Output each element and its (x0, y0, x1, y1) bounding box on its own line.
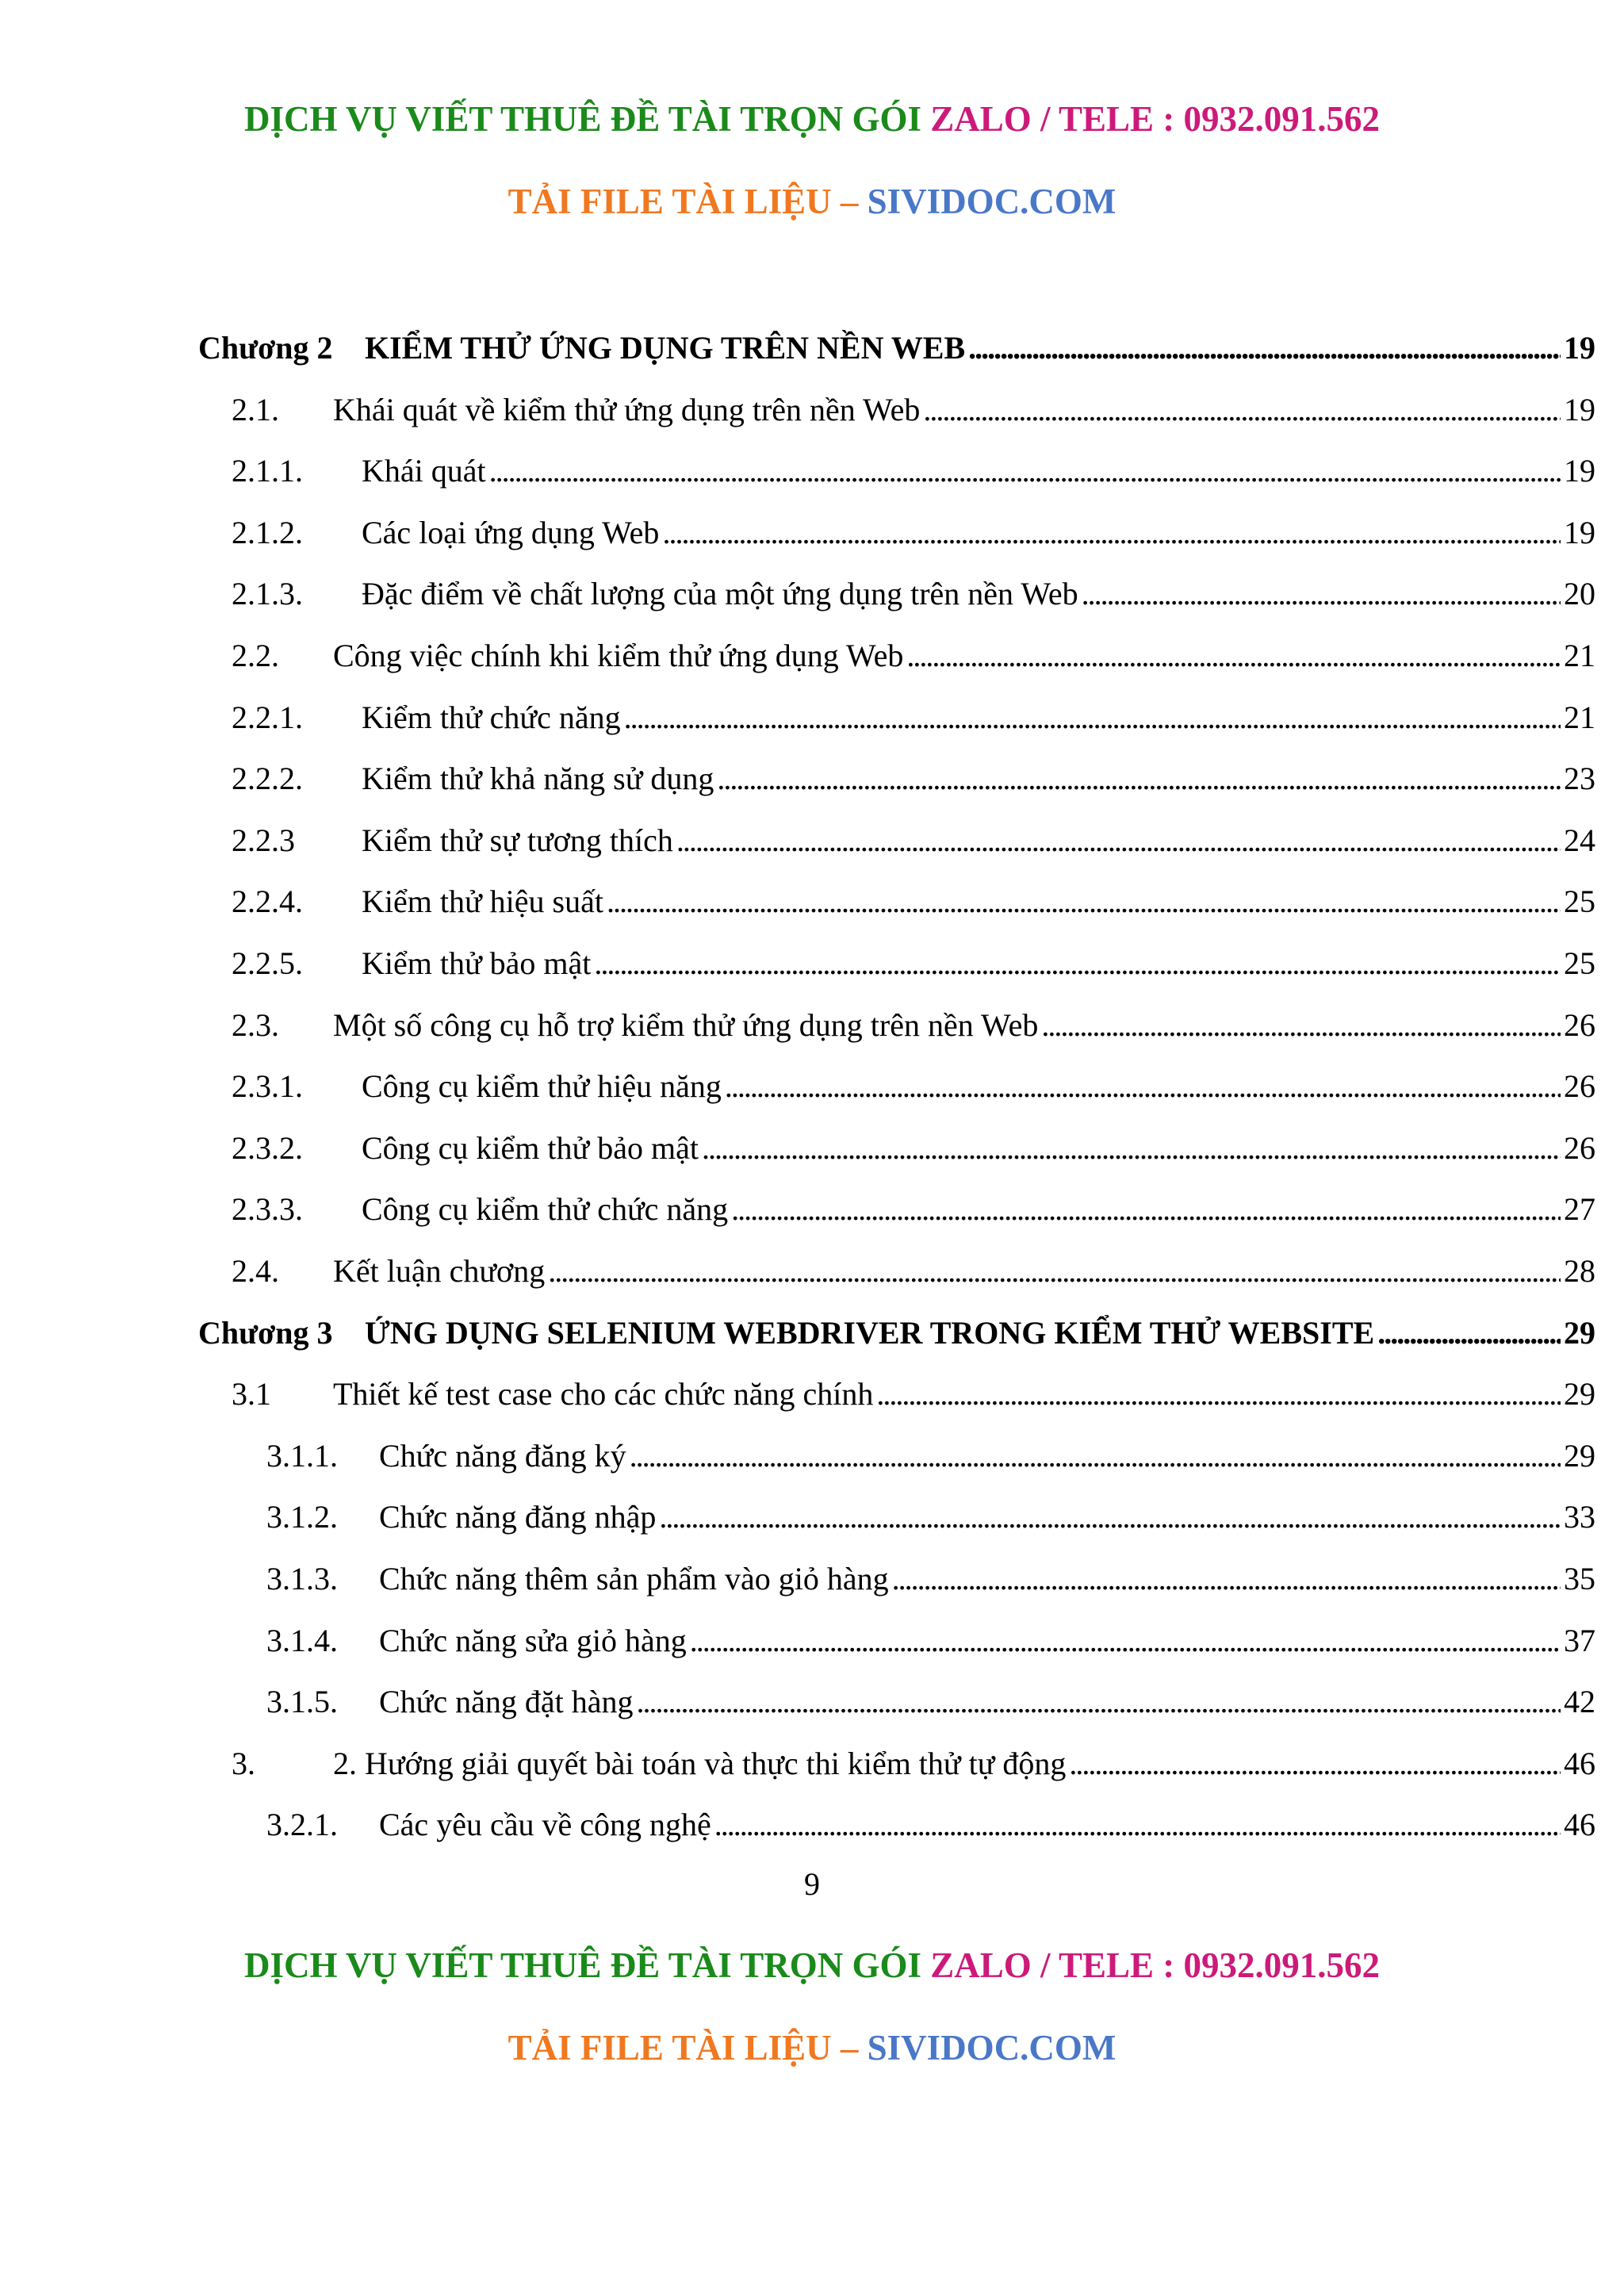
toc-entry-title: Các loại ứng dụng Web (362, 515, 660, 550)
toc-chapter-entry[interactable] (198, 1312, 1595, 1355)
toc-entry-title: Các yêu cầu về công nghệ (379, 1807, 711, 1842)
toc-entry-number: 2.3.2. (232, 1130, 303, 1166)
toc-entry[interactable] (232, 573, 1595, 615)
footer-service-text: DỊCH VỤ VIẾT THUÊ ĐỀ TÀI TRỌN GÓI (243, 1945, 931, 1985)
header-line-service (0, 98, 1624, 140)
toc-dot-leader (892, 1558, 1561, 1600)
header-download-text: TẢI FILE TÀI LIỆU – (508, 182, 868, 221)
toc-entry-page: 33 (1564, 1499, 1595, 1535)
toc-entry-title: Kết luận chương (333, 1253, 546, 1289)
toc-entry-page: 46 (1564, 1807, 1595, 1842)
toc-entry-title: Chức năng thêm sản phẩm vào giỏ hàng (379, 1561, 889, 1596)
toc-entry-page: 24 (1564, 822, 1595, 858)
toc-entry-number: 2.4. (232, 1253, 279, 1289)
footer-line-service (0, 1945, 1624, 1986)
toc-dot-leader (662, 512, 1561, 554)
toc-dot-leader (630, 1435, 1561, 1478)
toc-dot-leader (659, 1496, 1561, 1539)
toc-entry-title: Kiểm thử sự tương thích (362, 822, 673, 858)
toc-entry-title: Kiểm thử bảo mật (362, 945, 592, 981)
toc-entry-title: Công việc chính khi kiểm thử ứng dụng Web (333, 638, 904, 673)
toc-entry[interactable] (266, 1496, 1595, 1539)
toc-dot-leader (906, 634, 1561, 677)
header-site-link[interactable]: SIVIDOC.COM (867, 182, 1116, 221)
toc-entry-number: 2.3. (232, 1007, 279, 1043)
footer-site-link[interactable]: SIVIDOC.COM (867, 2028, 1116, 2068)
toc-entry-title: ỨNG DỤNG SELENIUM WEBDRIVER TRONG KIỂM THỬ WEBSITE (365, 1315, 1375, 1351)
toc-entry-title: Đặc điểm về chất lượng của một ứng dụng trên nền Web (362, 576, 1078, 611)
header-line-download (0, 181, 1624, 222)
toc-entry-title: Một số công cụ hỗ trợ kiểm thử ứng dụng trên nền Web (333, 1007, 1039, 1043)
toc-entry[interactable] (266, 1803, 1595, 1846)
toc-dot-leader (690, 1619, 1561, 1662)
toc-dot-leader (702, 1127, 1561, 1170)
toc-dot-leader (1082, 573, 1561, 615)
toc-entry-title: KIỂM THỬ ỨNG DỤNG TRÊN NỀN WEB (365, 330, 966, 366)
toc-entry-number: 2.2.3 (232, 822, 295, 858)
toc-dot-leader (1069, 1742, 1561, 1785)
toc-entry-number: 2.1.3. (232, 576, 303, 611)
toc-entry-page: 37 (1564, 1623, 1595, 1658)
toc-entry-title: 2. Hướng giải quyết bài toán và thực thi kiểm thử tự động (333, 1746, 1067, 1781)
toc-entry-title: Chức năng đăng ký (379, 1438, 626, 1474)
toc-entry-number: 2.1.1. (232, 453, 303, 489)
toc-entry-number: 2.3.1. (232, 1068, 303, 1104)
toc-dot-leader (607, 880, 1561, 923)
toc-entry[interactable] (232, 757, 1595, 800)
toc-entry[interactable] (232, 512, 1595, 554)
footer-line-download (0, 2027, 1624, 2068)
toc-dot-leader (714, 1803, 1561, 1846)
toc-dot-leader (1041, 1004, 1561, 1047)
toc-entry-title: Khái quát (362, 453, 486, 489)
toc-entry-number: 2.2.1. (232, 700, 303, 735)
toc-entry-number: 3. (232, 1746, 255, 1781)
toc-entry-page: 29 (1564, 1315, 1595, 1351)
toc-entry-page: 25 (1564, 884, 1595, 919)
toc-entry-page: 42 (1564, 1684, 1595, 1719)
toc-dot-leader (717, 757, 1561, 800)
toc-entry-number: Chương 3 (198, 1315, 333, 1351)
toc-entry-page: 19 (1564, 330, 1595, 366)
header-contact-text: ZALO / TELE : 0932.091.562 (930, 99, 1381, 139)
toc-entry[interactable] (232, 819, 1595, 862)
toc-entry[interactable] (232, 1373, 1595, 1416)
toc-entry-title: Công cụ kiểm thử bảo mật (362, 1130, 699, 1166)
toc-entry-title: Khái quát về kiểm thử ứng dụng trên nền Web (333, 392, 921, 427)
toc-entry-number: 2.2. (232, 638, 279, 673)
toc-entry[interactable] (232, 880, 1595, 923)
toc-entry-title: Kiểm thử hiệu suất (362, 884, 603, 919)
toc-entry-number: 2.1. (232, 392, 279, 427)
toc-entry-page: 46 (1564, 1746, 1595, 1781)
toc-dot-leader (637, 1681, 1561, 1723)
toc-entry[interactable] (232, 1250, 1595, 1293)
toc-dot-leader (594, 942, 1561, 985)
page-number: 9 (804, 1866, 820, 1902)
toc-dot-leader (624, 696, 1561, 739)
toc-entry[interactable] (232, 1742, 1595, 1785)
toc-entry-number: 3.1 (232, 1376, 271, 1412)
toc-entry-page: 26 (1564, 1068, 1595, 1104)
toc-entry-title: Kiểm thử chức năng (362, 700, 621, 735)
footer-download-text: TẢI FILE TÀI LIỆU – (508, 2028, 868, 2068)
toc-entry[interactable] (232, 389, 1595, 431)
toc-entry-page: 28 (1564, 1253, 1595, 1289)
toc-entry-page: 19 (1564, 392, 1595, 427)
header-service-text: DỊCH VỤ VIẾT THUÊ ĐỀ TÀI TRỌN GÓI (243, 99, 931, 139)
toc-entry[interactable] (266, 1435, 1595, 1478)
toc-entry-number: 2.3.3. (232, 1191, 303, 1227)
toc-entry-page: 29 (1564, 1376, 1595, 1412)
toc-entry-title: Công cụ kiểm thử chức năng (362, 1191, 729, 1227)
toc-entry-number: 2.2.5. (232, 945, 303, 981)
toc-entry[interactable] (232, 1127, 1595, 1170)
toc-entry-number: Chương 2 (198, 330, 333, 366)
toc-entry-page: 20 (1564, 576, 1595, 611)
toc-entry-page: 23 (1564, 761, 1595, 796)
toc-dot-leader (725, 1065, 1561, 1108)
toc-entry[interactable] (266, 1558, 1595, 1600)
toc-entry-page: 35 (1564, 1561, 1595, 1596)
footer-contact-text: ZALO / TELE : 0932.091.562 (930, 1945, 1381, 1985)
toc-entry-page: 25 (1564, 945, 1595, 981)
toc-dot-leader (876, 1373, 1561, 1416)
toc-entry[interactable] (232, 634, 1595, 677)
toc-dot-leader (1377, 1312, 1561, 1355)
toc-entry[interactable] (266, 1681, 1595, 1723)
toc-entry[interactable] (232, 1065, 1595, 1108)
toc-dot-leader (731, 1188, 1561, 1231)
toc-entry-number: 3.1.2. (266, 1499, 338, 1535)
toc-entry-page: 29 (1564, 1438, 1595, 1474)
toc-entry[interactable] (232, 1188, 1595, 1231)
toc-entry-number: 3.1.4. (266, 1623, 338, 1658)
toc-entry-number: 3.1.1. (266, 1438, 338, 1474)
toc-chapter-entry[interactable] (198, 327, 1595, 370)
toc-entry-title: Chức năng sửa giỏ hàng (379, 1623, 687, 1658)
toc-dot-leader (676, 819, 1561, 862)
toc-entry-title: Thiết kế test case cho các chức năng chính (333, 1376, 874, 1412)
toc-entry-number: 3.2.1. (266, 1807, 338, 1842)
toc-entry[interactable] (232, 450, 1595, 493)
toc-entry[interactable] (232, 1004, 1595, 1047)
toc-entry-page: 21 (1564, 638, 1595, 673)
toc-entry[interactable] (266, 1619, 1595, 1662)
toc-entry-number: 3.1.5. (266, 1684, 338, 1719)
toc-entry-title: Công cụ kiểm thử hiệu năng (362, 1068, 722, 1104)
toc-entry-number: 2.2.2. (232, 761, 303, 796)
toc-entry-number: 2.1.2. (232, 515, 303, 550)
toc-entry-title: Chức năng đăng nhập (379, 1499, 657, 1535)
toc-entry-page: 26 (1564, 1007, 1595, 1043)
toc-entry[interactable] (232, 942, 1595, 985)
toc-dot-leader (548, 1250, 1561, 1293)
toc-entry-title: Kiểm thử khả năng sử dụng (362, 761, 714, 796)
toc-entry-page: 26 (1564, 1130, 1595, 1166)
toc-entry-page: 21 (1564, 700, 1595, 735)
toc-dot-leader (923, 389, 1561, 431)
toc-entry-number: 2.2.4. (232, 884, 303, 919)
toc-entry-page: 19 (1564, 453, 1595, 489)
toc-dot-leader (489, 450, 1561, 493)
toc-entry-page: 19 (1564, 515, 1595, 550)
toc-entry-number: 3.1.3. (266, 1561, 338, 1596)
toc-entry-title: Chức năng đặt hàng (379, 1684, 634, 1719)
toc-entry[interactable] (232, 696, 1595, 739)
toc-dot-leader (968, 327, 1561, 370)
toc-entry-page: 27 (1564, 1191, 1595, 1227)
